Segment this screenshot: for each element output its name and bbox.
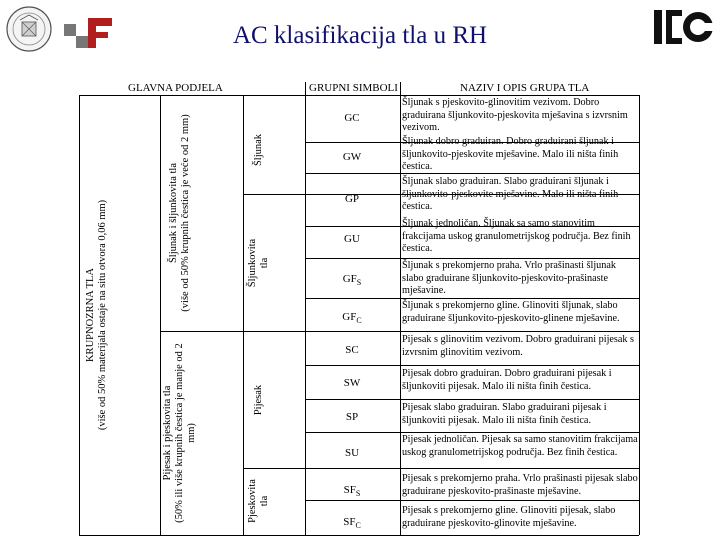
header-group-symbols: GRUPNI SIMBOLI: [309, 82, 398, 94]
gravel-group-note: (više od 50% krupnih čestica je veće od 2 mm): [180, 114, 191, 312]
group-symbol: GP: [344, 193, 360, 205]
main-group-name: KRUPNOZRNA TLA: [85, 267, 96, 363]
group-symbol: SP: [345, 411, 359, 423]
gravel-group-name: Šljunak i šljunkovita tla: [168, 162, 179, 264]
group-symbol: $SF_S$: [343, 484, 361, 499]
group-description: Šljunak jednoličan. Šljunak sa samo stanovitim frakcijama uskog granulometrijskog područja. Bez finih čestica.: [402, 218, 631, 255]
group-description: Šljunak s prekomjerno gline. Glinoviti šljunak, slabo graduirane šljunkovito-pjeskovito-glinene mješavine.: [402, 300, 620, 324]
group-description: Šljunak dobro graduiran. Dobro graduirani šljunak i šljunkovito-pjeskovite mješavine. Malo ili ništa finih čestica.: [402, 136, 619, 173]
sand-group-note: (50% ili više krupnih čestica je manje od 2: [174, 343, 185, 523]
sand-group-name: Pijesak i pjeskovita tla: [162, 385, 173, 481]
group-symbol: SU: [344, 447, 360, 459]
header-group-names: NAZIV I OPIS GRUPA TLA: [460, 82, 590, 94]
page-title: AC klasifikacija tla u RH: [232, 22, 488, 49]
group-description: Pijesak dobro graduiran. Dobro graduirani pijesak i šljunkoviti pijesak. Malo ili ništa finih čestica.: [402, 368, 612, 392]
group-description: Šljunak slabo graduiran. Slabo graduirani šljunak i šljunkovito-pjeskovite mješavine. Malo ili ništa finih čestica.: [402, 176, 619, 213]
header-main-division: GLAVNA PODJELA: [128, 82, 223, 94]
group-symbol: $SF_C$: [343, 516, 361, 531]
group-description: Šljunak s prekomjerno praha. Vrlo prašinasti šljunak slabo graduirane šljunkovito-pjeskovito-prašinaste mješavine.: [402, 260, 616, 297]
group-symbol: SW: [343, 377, 361, 389]
group-symbol: GC: [344, 112, 360, 124]
group-symbol: $GF_S$: [342, 273, 362, 288]
group-symbol: GU: [344, 233, 360, 245]
group-description: Pijesak s prekomjerno gline. Glinoviti pijesak, slabo graduirane pjeskovito-glinovite mješavine.: [402, 505, 616, 529]
group-description: Pijesak jednoličan. Pijesak sa samo stanovitim frakcijama uskog granulometrijskog područja. Bez finih čestica.: [402, 434, 638, 458]
group-description: Šljunak s pjeskovito-glinovitim vezivom. Dobro graduirana šljunkovito-pjeskovita mješavina s izvrsnim vezivom.: [402, 97, 628, 134]
group-symbol: SC: [345, 344, 359, 356]
group-description: Pijesak s glinovitim vezivom. Dobro graduirani pijesak s izvrsnim glinovitim vezivom.: [402, 334, 635, 358]
group-description: Pijesak s prekomjerno praha. Vrlo prašinasti pijesak slabo graduirane pjeskovito-prašinaste mješavine.: [402, 473, 638, 497]
group-description: Pijesak slabo graduiran. Slabo graduirani pijesak i šljunkoviti pijesak. Malo ili ništa finih čestica.: [402, 402, 607, 426]
group-symbol: $GF_C$: [342, 311, 362, 326]
sand-group-note-cont: mm): [186, 423, 197, 443]
group-symbol: GW: [342, 151, 362, 163]
main-group-note: (više od 50% materijala ostaje na situ otvora 0,06 mm): [97, 199, 108, 431]
